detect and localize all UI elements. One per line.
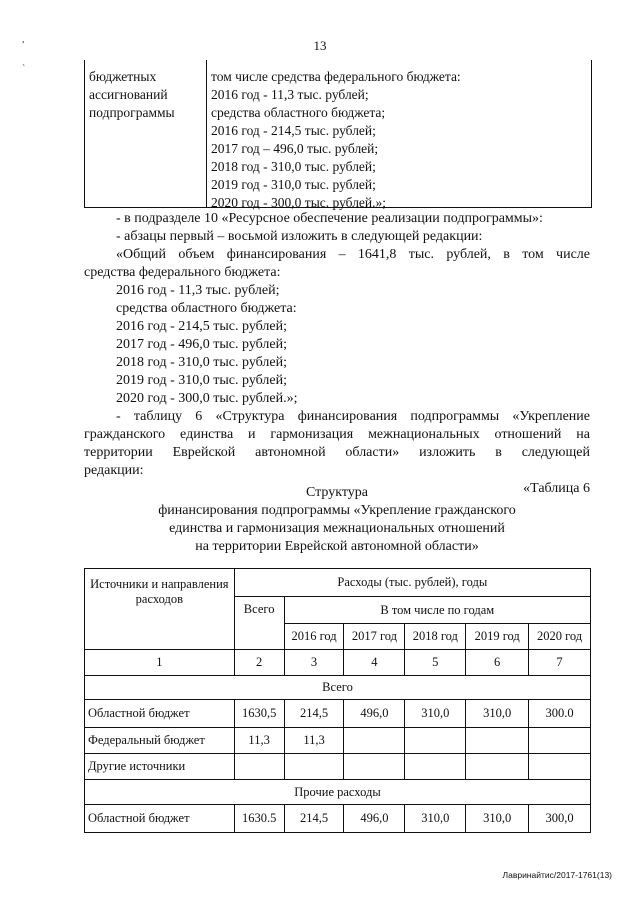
header-expenses: Расходы (тыс. рублей), годы xyxy=(234,569,590,597)
table-row xyxy=(85,805,591,833)
cell-2019: 310,0 xyxy=(466,805,529,833)
header-including: В том числе по годам xyxy=(284,597,590,624)
top-table-right-line: 2020 год - 300,0 тыс. рублей.»; xyxy=(211,195,387,210)
top-table-right-line: средства областного бюджета; xyxy=(211,105,386,120)
row-name: Областной бюджет xyxy=(85,700,235,728)
financing-structure-table xyxy=(84,568,591,833)
cell-2016: 214,5 xyxy=(284,805,344,833)
section-other-expenses: Прочие расходы xyxy=(85,780,591,805)
header-total: Всего xyxy=(234,597,284,650)
cell-2016: 11,3 xyxy=(284,728,344,754)
table-label: «Таблица 6 xyxy=(523,481,590,496)
row-name: Областной бюджет xyxy=(85,805,235,833)
footer-code: Лавринайтис/2017-1761(13) xyxy=(502,870,612,880)
cell-2019: 310,0 xyxy=(466,700,529,728)
cell-total: 1630.5 xyxy=(234,805,284,833)
header-year: 2016 год xyxy=(284,624,344,650)
column-number: 7 xyxy=(529,650,591,676)
cell-2018: 310,0 xyxy=(405,700,466,728)
top-table-right-line: 2017 год – 496,0 тыс. рублей; xyxy=(211,141,379,156)
body-line: «Общий объем финансирования – 1641,8 тыс. рублей, в том числе xyxy=(116,247,590,262)
body-line: территории Еврейской автономной области» изложить в следующей xyxy=(84,445,590,460)
top-continuation-table xyxy=(84,60,592,208)
body-text xyxy=(84,210,590,498)
top-table-left-cell xyxy=(85,60,207,207)
header-year: 2017 год xyxy=(344,624,405,650)
cell-total: 11,3 xyxy=(234,728,284,754)
header-year: 2020 год xyxy=(529,624,591,650)
header-year: 2018 год xyxy=(405,624,466,650)
body-line: - таблицу 6 «Структура финансирования подпрограммы «Укрепление xyxy=(116,409,590,424)
cell-2019 xyxy=(466,754,529,780)
cell-2017: 496,0 xyxy=(344,700,405,728)
cell-2020 xyxy=(529,754,591,780)
body-line: гражданского единства и гармонизация межнациональных отношений на xyxy=(84,427,590,442)
top-table-left-line: подпрограммы xyxy=(89,105,175,120)
heading-line: на территории Еврейской автономной области» xyxy=(195,539,479,554)
heading-line: финансирования подпрограммы «Укрепление гражданского xyxy=(158,503,516,518)
row-name: Другие источники xyxy=(85,754,235,780)
body-line: средства областного бюджета: xyxy=(116,301,297,316)
column-number: 1 xyxy=(85,650,235,676)
cell-2018: 310,0 xyxy=(405,805,466,833)
column-number: 3 xyxy=(284,650,344,676)
cell-2016: 214,5 xyxy=(284,700,344,728)
cell-2016 xyxy=(284,754,344,780)
table-row xyxy=(85,728,591,754)
top-table-right-line: том числе средства федерального бюджета: xyxy=(211,69,461,84)
column-number: 4 xyxy=(344,650,405,676)
top-table-left-line: бюджетных xyxy=(89,69,157,84)
cell-2020: 300.0 xyxy=(529,700,591,728)
body-line: - абзацы первый – восьмой изложить в следующей редакции: xyxy=(116,229,483,244)
cell-2020: 300,0 xyxy=(529,805,591,833)
cell-2017 xyxy=(344,728,405,754)
table-row xyxy=(85,754,591,780)
margin-mark: ` xyxy=(22,64,26,75)
heading-line: единства и гармонизация межнациональных отношений xyxy=(169,521,505,536)
body-line: 2016 год - 214,5 тыс. рублей; xyxy=(116,319,288,334)
top-table-right-line: 2016 год - 11,3 тыс. рублей; xyxy=(211,87,369,102)
body-line: 2018 год - 310,0 тыс. рублей; xyxy=(116,355,288,370)
header-sources: Источники и направления расходов xyxy=(85,569,235,650)
cell-2018 xyxy=(405,754,466,780)
cell-2020 xyxy=(529,728,591,754)
body-line: 2019 год - 310,0 тыс. рублей; xyxy=(116,373,288,388)
cell-2017 xyxy=(344,754,405,780)
top-table-left-line: ассигнований xyxy=(89,87,168,102)
cell-total: 1630,5 xyxy=(234,700,284,728)
top-table-right-line: 2019 год - 310,0 тыс. рублей; xyxy=(211,177,376,192)
cell-2018 xyxy=(405,728,466,754)
cell-2017: 496,0 xyxy=(344,805,405,833)
cell-total xyxy=(234,754,284,780)
body-line: редакции: xyxy=(84,463,144,478)
top-table-right-line: 2018 год - 310,0 тыс. рублей; xyxy=(211,159,376,174)
margin-mark: , xyxy=(22,34,25,45)
body-line: 2020 год - 300,0 тыс. рублей.»; xyxy=(116,391,298,406)
body-line: средства федерального бюджета: xyxy=(84,265,281,280)
heading-line: Структура xyxy=(305,485,369,500)
top-table-right-line: 2016 год - 214,5 тыс. рублей; xyxy=(211,123,376,138)
table-heading xyxy=(84,484,590,556)
table-row xyxy=(85,700,591,728)
column-number: 6 xyxy=(466,650,529,676)
column-number: 5 xyxy=(405,650,466,676)
section-total: Всего xyxy=(85,676,591,700)
header-year: 2019 год xyxy=(466,624,529,650)
column-number: 2 xyxy=(234,650,284,676)
cell-2019 xyxy=(466,728,529,754)
page-number: 13 xyxy=(313,38,327,53)
body-line: 2016 год - 11,3 тыс. рублей; xyxy=(116,283,280,298)
top-table-right-cell xyxy=(207,60,591,215)
row-name: Федеральный бюджет xyxy=(85,728,235,754)
body-line: 2017 год - 496,0 тыс. рублей; xyxy=(116,337,288,352)
body-line: - в подразделе 10 «Ресурсное обеспечение реализации подпрограммы»: xyxy=(116,211,543,226)
